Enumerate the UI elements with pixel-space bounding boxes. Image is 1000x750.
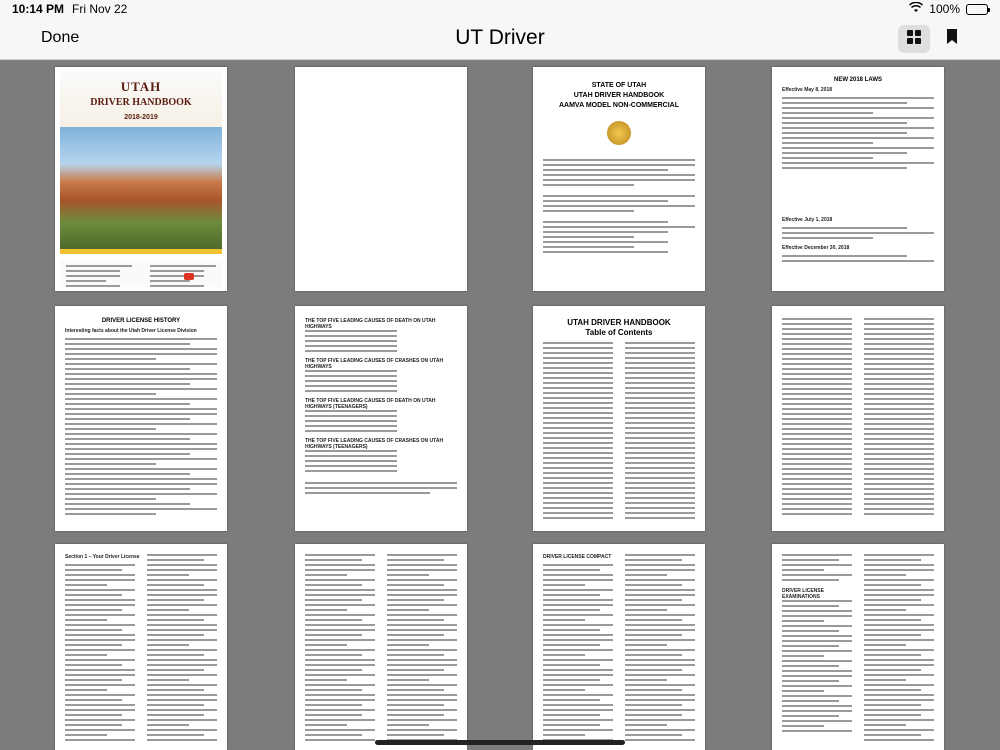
bookmark-button[interactable]	[936, 25, 968, 53]
p6-heading-4: THE TOP FIVE LEADING CAUSES OF CRASHES ON UTAH HIGHWAYS (TEENAGERS)	[305, 438, 444, 450]
cover-year: 2018-2019	[124, 114, 158, 121]
p11-title: DRIVER LICENSE COMPACT	[543, 554, 612, 560]
cover-footer	[60, 261, 222, 287]
p4-effective-1: Effective May 8, 2018	[782, 87, 833, 93]
nav-bar	[0, 18, 1000, 60]
p5-title: DRIVER LICENSE HISTORY	[101, 318, 181, 324]
p5-subtitle: Interesting facts about the Utah Driver License Division	[65, 328, 197, 334]
battery-icon	[966, 4, 988, 15]
p7-subtitle: Table of Contents	[585, 328, 653, 337]
p4-effective-2: Effective July 1, 2018	[782, 217, 833, 223]
page-thumbnail-7[interactable]	[533, 306, 705, 531]
page-thumbnail-9[interactable]	[55, 544, 227, 750]
page-thumbnail-2[interactable]	[295, 67, 467, 291]
p12-title: DRIVER LICENSE EXAMINATIONS	[782, 588, 824, 600]
home-indicator	[375, 740, 625, 745]
p7-title: UTAH DRIVER HANDBOOK	[567, 318, 671, 327]
page-thumbnail-11[interactable]	[533, 544, 705, 750]
p6-heading-1: THE TOP FIVE LEADING CAUSES OF DEATH ON UTAH HIGHWAYS	[305, 318, 436, 330]
page-thumbnail-8[interactable]	[772, 306, 944, 531]
utah-seal-icon	[607, 121, 631, 145]
done-button[interactable]: Done	[41, 29, 80, 46]
page-thumbnail-4[interactable]	[772, 67, 944, 291]
cover-title-handbook: DRIVER HANDBOOK	[90, 97, 192, 108]
grid-icon	[906, 29, 922, 50]
p3-heading-2: UTAH DRIVER HANDBOOK	[573, 92, 665, 99]
cover-yellow-strip	[60, 249, 222, 254]
status-date: Fri Nov 22	[72, 2, 128, 16]
page-thumbnail-6[interactable]	[295, 306, 467, 531]
bookmark-icon	[946, 28, 958, 50]
status-bar	[0, 0, 1000, 18]
cover-landscape-image	[60, 127, 222, 249]
p3-heading-1: STATE OF UTAH	[591, 82, 647, 89]
document-title: UT Driver	[455, 26, 545, 49]
thumbnail-grid-button[interactable]	[898, 25, 930, 53]
p9-title: Section 1 – Your Driver License	[65, 554, 140, 560]
p3-heading-3: AAMVA MODEL NON-COMMERCIAL	[558, 102, 680, 109]
youtube-icon	[184, 273, 194, 280]
battery-percent: 100%	[929, 2, 960, 16]
p4-effective-3: Effective December 30, 2018	[782, 245, 850, 251]
page-thumbnail-10[interactable]	[295, 544, 467, 750]
wifi-icon	[909, 2, 923, 16]
page-thumbnail-5[interactable]	[55, 306, 227, 531]
p6-heading-3: THE TOP FIVE LEADING CAUSES OF DEATH ON UTAH HIGHWAYS (TEENAGERS)	[305, 398, 436, 410]
cover-title-utah: UTAH	[120, 79, 162, 94]
p6-heading-2: THE TOP FIVE LEADING CAUSES OF CRASHES ON UTAH HIGHWAYS	[305, 358, 444, 370]
page-thumbnail-12[interactable]	[772, 544, 944, 750]
page-thumbnail-grid	[0, 61, 1000, 750]
page-thumbnail-1[interactable]	[55, 67, 227, 291]
p4-title: NEW 2018 LAWS	[833, 77, 882, 83]
status-time: 10:14 PM	[12, 2, 65, 16]
page-thumbnail-3[interactable]	[533, 67, 705, 291]
status-right	[909, 2, 988, 16]
